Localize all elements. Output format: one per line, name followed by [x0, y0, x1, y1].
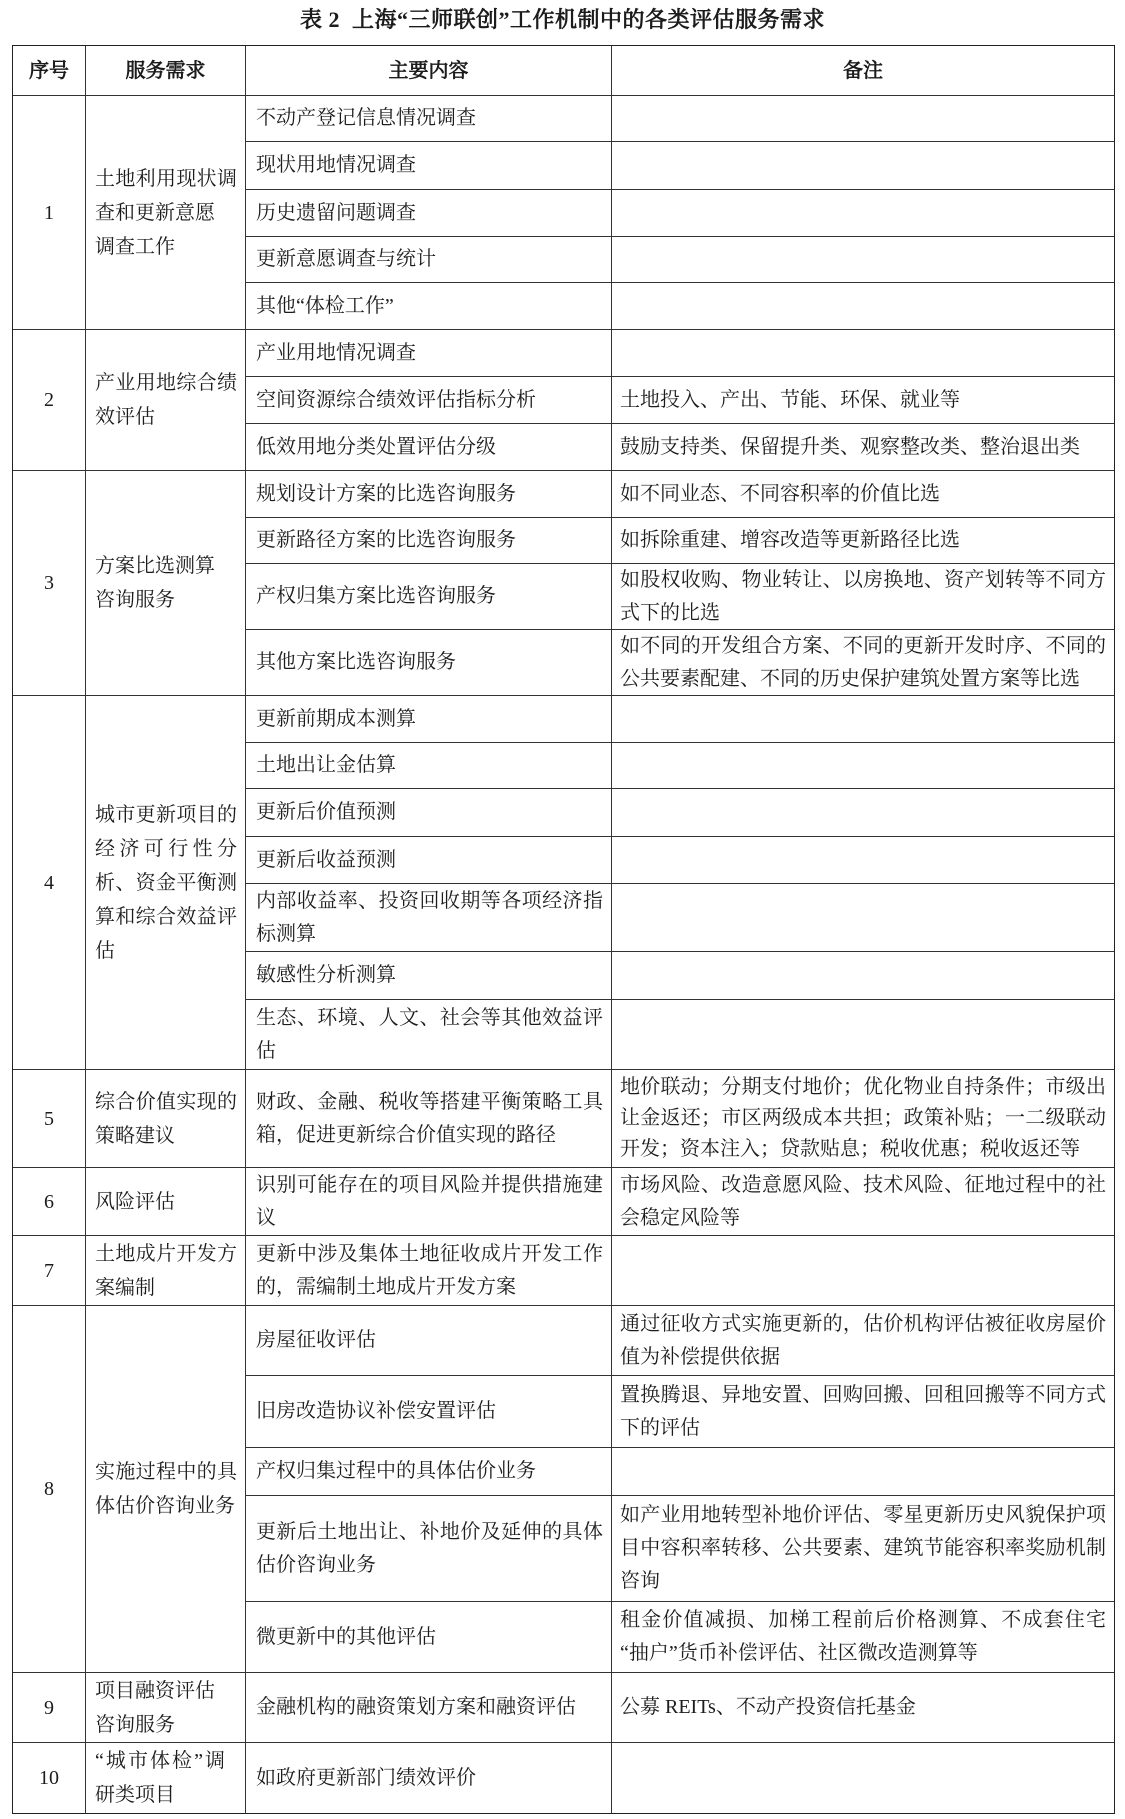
main-content-cell-text: 更新中涉及集体土地征收成片开发工作的，需编制土地成片开发方案: [256, 1242, 603, 1298]
main-content-cell-text: 其他“体检工作”: [256, 294, 394, 317]
row-number-text: 3: [44, 572, 54, 594]
service-need-cell-text: 综合价值实现的策略建议: [95, 1090, 237, 1147]
remark-cell-text: 置换腾退、异地安置、回购回搬、回租回搬等不同方式下的评估: [620, 1383, 1106, 1439]
remark-cell-text: 通过征收方式实施更新的，估价机构评估被征收房屋价值为补偿提供依据: [620, 1312, 1106, 1368]
service-need-cell: [86, 1236, 246, 1306]
remark-cell-text: 市场风险、改造意愿风险、技术风险、征地过程中的社会稳定风险等: [620, 1173, 1106, 1229]
row-number: [13, 1306, 86, 1673]
remark-cell: [612, 1496, 1114, 1602]
main-content-cell-text: 不动产登记信息情况调查: [256, 107, 476, 129]
remark-cell: [612, 1743, 1114, 1813]
service-need-cell: [86, 1306, 246, 1673]
header-serial-number-text: 序号: [29, 59, 69, 82]
row-number-text: 6: [44, 1190, 54, 1213]
main-content-cell-text: 更新前期成本测算: [256, 707, 416, 730]
main-content-cell: [246, 330, 612, 377]
main-content-cell-text: 低效用地分类处置评估分级: [256, 435, 496, 458]
remark-cell: [612, 696, 1114, 743]
row-number: [13, 330, 86, 471]
row-number-text: 10: [39, 1767, 59, 1789]
remark-cell: [612, 377, 1114, 424]
remark-cell: [612, 952, 1114, 1000]
remark-cell-text: 如股权收购、物业转让、以房换地、资产划转等不同方式下的比选: [620, 568, 1106, 624]
remark-cell-text: 鼓励支持类、保留提升类、观察整改类、整治退出类: [620, 435, 1080, 458]
remark-cell: [612, 1376, 1114, 1448]
main-content-cell: [246, 471, 612, 518]
header-serial-number: [13, 46, 86, 96]
service-need-cell: [86, 1743, 246, 1813]
service-need-cell-text: 城市更新项目的经济可行性分析、资金平衡测算和综合效益评估: [95, 803, 237, 962]
main-content-cell-text: 如政府更新部门绩效评价: [256, 1766, 476, 1789]
main-content-cell-text: 生态、环境、人文、社会等其他效益评估: [256, 1006, 603, 1062]
remark-cell-text: 土地投入、产出、节能、环保、就业等: [620, 388, 960, 411]
main-content-cell: [246, 1673, 612, 1743]
remark-cell: [612, 142, 1114, 190]
header-remarks: [612, 46, 1114, 96]
main-content-cell: [246, 564, 612, 630]
remark-cell: [612, 424, 1114, 471]
main-content-cell-text: 土地出让金估算: [256, 754, 396, 776]
main-content-cell: [246, 789, 612, 837]
main-content-cell: [246, 283, 612, 330]
remark-cell: [612, 837, 1114, 884]
remark-cell: [612, 1070, 1114, 1168]
main-content-cell: [246, 1376, 612, 1448]
main-content-cell-text: 其他方案比选咨询服务: [256, 651, 456, 673]
main-content-cell: [246, 1236, 612, 1306]
main-content-cell-text: 更新后土地出让、补地价及延伸的具体估价咨询业务: [256, 1520, 603, 1576]
main-content-cell-text: 敏感性分析测算: [256, 964, 396, 986]
main-content-cell-text: 微更新中的其他评估: [256, 1625, 436, 1648]
row-number: [13, 1070, 86, 1168]
header-remarks-text: 备注: [843, 59, 883, 82]
row-number: [13, 696, 86, 1070]
remark-cell: [612, 1168, 1114, 1236]
service-need-cell: [86, 1070, 246, 1168]
remark-cell: [612, 518, 1114, 564]
service-need-cell-text: 产业用地综合绩效评估: [95, 372, 237, 428]
main-content-cell: [246, 743, 612, 789]
remark-cell: [612, 190, 1114, 237]
remark-cell: [612, 1673, 1114, 1743]
remark-cell-text: 如不同业态、不同容积率的价值比选: [620, 482, 940, 505]
main-content-cell-text: 财政、金融、税收等搭建平衡策略工具箱，促进更新综合价值实现的路径: [256, 1090, 603, 1146]
main-content-cell-text: 金融机构的融资策划方案和融资评估: [256, 1696, 576, 1718]
row-number-text: 7: [44, 1259, 54, 1282]
row-number-text: 1: [44, 201, 54, 224]
main-content-cell-text: 内部收益率、投资回收期等各项经济指标测算: [256, 889, 603, 945]
main-content-cell: [246, 237, 612, 283]
remark-cell-text: 如拆除重建、增容改造等更新路径比选: [620, 529, 960, 551]
main-content-cell-text: 更新意愿调查与统计: [256, 248, 436, 270]
remark-cell: [612, 564, 1114, 630]
main-content-cell: [246, 952, 612, 1000]
main-content-cell: [246, 1743, 612, 1813]
main-content-cell: [246, 1496, 612, 1602]
service-need-cell-text: 方案比选测算 咨询服务: [95, 555, 215, 611]
row-number-text: 8: [44, 1478, 54, 1500]
main-content-cell: [246, 96, 612, 142]
main-content-cell: [246, 884, 612, 952]
header-service-need-text: 服务需求: [125, 59, 206, 82]
main-content-cell-text: 更新后价值预测: [256, 801, 396, 823]
main-content-cell: [246, 1070, 612, 1168]
remark-cell: [612, 743, 1114, 789]
row-number-text: 4: [44, 871, 54, 894]
row-number: [13, 1168, 86, 1236]
main-content-cell: [246, 1168, 612, 1236]
remark-cell-text: 地价联动；分期支付地价；优化物业自持条件；市级出让金返还；市区两级成本共担；政策补贴；一二级联动开发；资本注入；贷款贴息；税收优惠；税收返还等: [620, 1076, 1106, 1160]
remark-cell-text: 租金价值减损、加梯工程前后价格测算、不成套住宅“抽户”货币补偿评估、社区微改造测算等: [620, 1609, 1106, 1664]
remark-cell: [612, 1448, 1114, 1496]
remark-cell-text: 如不同的开发组合方案、不同的更新开发时序、不同的公共要素配建、不同的历史保护建筑处置方案等比选: [620, 634, 1106, 690]
main-content-cell: [246, 142, 612, 190]
header-main-content-text: 主要内容: [388, 59, 469, 82]
main-content-cell: [246, 1448, 612, 1496]
main-content-cell-text: 旧房改造协议补偿安置评估: [256, 1400, 496, 1422]
remark-cell: [612, 1306, 1114, 1376]
remark-cell: [612, 789, 1114, 837]
main-content-cell-text: 产业用地情况调查: [256, 341, 416, 364]
remark-cell: [612, 1602, 1114, 1673]
remark-cell: [612, 471, 1114, 518]
row-number: [13, 471, 86, 696]
main-content-cell: [246, 424, 612, 471]
main-content-cell: [246, 696, 612, 743]
header-main-content: [246, 46, 612, 96]
row-number: [13, 96, 86, 330]
remark-cell-text: 如产业用地转型补地价评估、零星更新历史风貌保护项目中容积率转移、公共要素、建筑节能容积率奖励机制咨询: [620, 1504, 1106, 1592]
row-number: [13, 1673, 86, 1743]
main-content-cell-text: 产权归集过程中的具体估价业务: [256, 1460, 536, 1482]
main-content-cell: [246, 1306, 612, 1376]
remark-cell: [612, 1236, 1114, 1306]
row-number-text: 2: [44, 389, 54, 411]
service-need-cell: [86, 330, 246, 471]
main-content-cell-text: 房屋征收评估: [256, 1329, 376, 1351]
main-content-cell-text: 更新后收益预测: [256, 848, 396, 871]
service-need-cell: [86, 1673, 246, 1743]
main-content-cell: [246, 377, 612, 424]
header-service-need: [86, 46, 246, 96]
service-need-cell-text: 实施过程中的具体估价咨询业务: [95, 1461, 237, 1517]
main-content-cell: [246, 1602, 612, 1673]
main-content-cell-text: 更新路径方案的比选咨询服务: [256, 529, 516, 551]
service-need-cell: [86, 96, 246, 330]
main-content-cell: [246, 190, 612, 237]
service-need-cell-text: 土地利用现状调查和更新意愿 调查工作: [95, 167, 237, 258]
row-number: [13, 1236, 86, 1306]
evaluation-services-table: [12, 45, 1115, 1814]
remark-cell: [612, 630, 1114, 696]
remark-cell: [612, 1000, 1114, 1070]
main-content-cell: [246, 630, 612, 696]
remark-cell: [612, 884, 1114, 952]
service-need-cell: [86, 696, 246, 1070]
service-need-cell-text: 项目融资评估 咨询服务: [95, 1679, 215, 1736]
main-content-cell-text: 现状用地情况调查: [256, 154, 416, 176]
main-content-cell-text: 空间资源综合绩效评估指标分析: [256, 388, 536, 411]
remark-cell: [612, 330, 1114, 377]
main-content-cell: [246, 837, 612, 884]
remark-cell-text: 公募 REITs、不动产投资信托基金: [620, 1696, 916, 1718]
main-content-cell-text: 识别可能存在的项目风险并提供措施建议: [256, 1173, 603, 1229]
service-need-cell: [86, 471, 246, 696]
service-need-cell-text: 土地成片开发方案编制: [95, 1242, 237, 1299]
main-content-cell-text: 规划设计方案的比选咨询服务: [256, 482, 516, 505]
table-caption: 表 2 上海“三师联创”工作机制中的各类评估服务需求: [299, 7, 825, 32]
remark-cell: [612, 237, 1114, 283]
main-content-cell: [246, 518, 612, 564]
service-need-cell-text: 风险评估: [95, 1190, 175, 1213]
main-content-cell-text: 产权归集方案比选咨询服务: [256, 585, 496, 607]
service-need-cell: [86, 1168, 246, 1236]
remark-cell: [612, 96, 1114, 142]
main-content-cell: [246, 1000, 612, 1070]
remark-cell: [612, 283, 1114, 330]
row-number-text: 9: [44, 1696, 54, 1719]
row-number: [13, 1743, 86, 1813]
main-content-cell-text: 历史遗留问题调查: [256, 201, 416, 224]
service-need-cell-text: “城市体检”调研类项目: [95, 1750, 225, 1806]
row-number-text: 5: [44, 1107, 54, 1130]
